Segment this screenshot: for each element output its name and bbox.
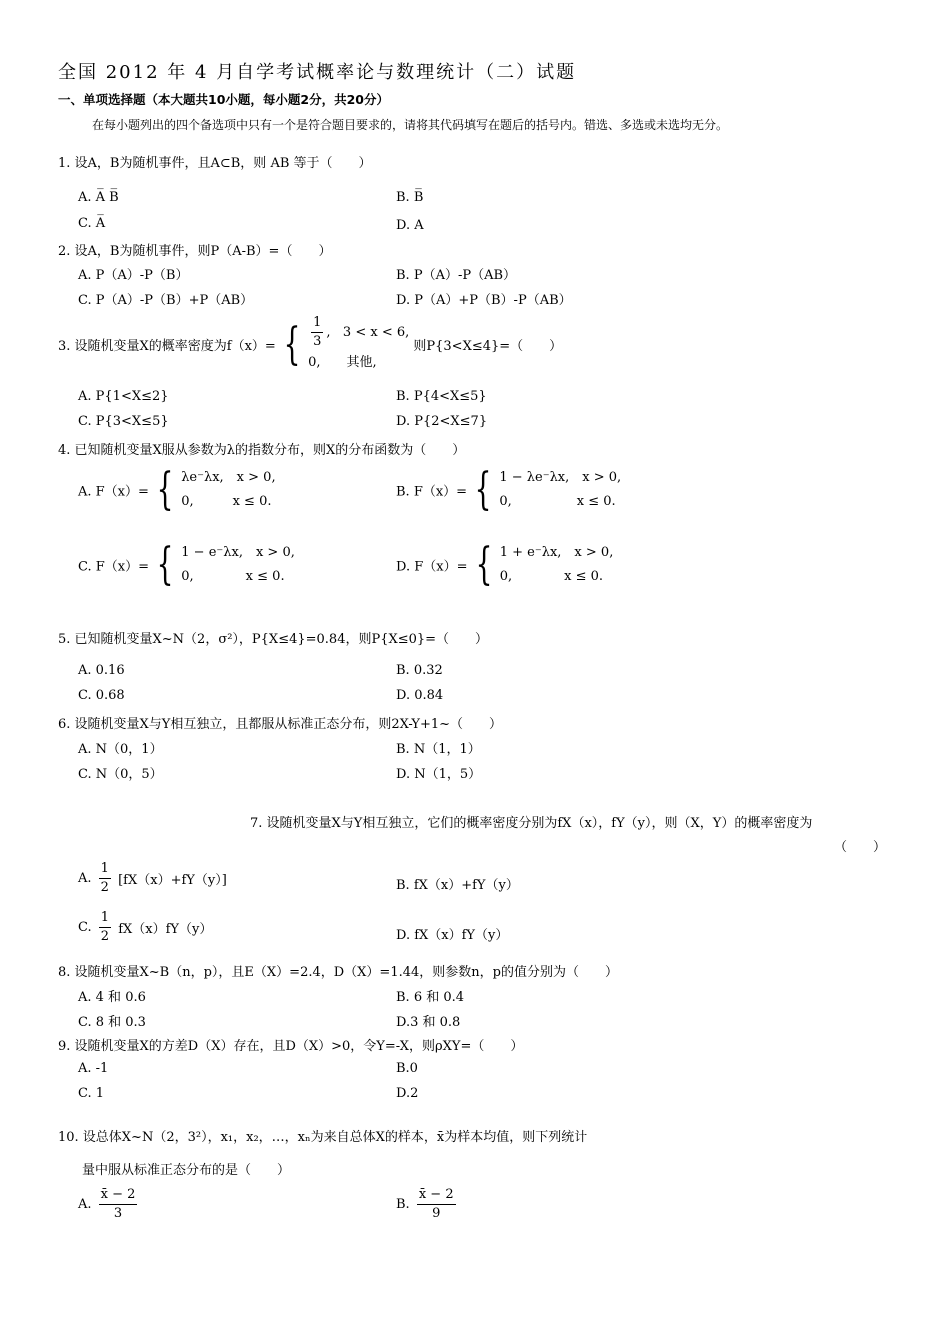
instructions: 在每小题列出的四个备选项中只有一个是符合题目要求的，请将其代码填写在题后的括号内。错选、多选或未选均无分。: [92, 118, 729, 132]
q3-fraction: $\frac{1}{3}$: [313, 315, 322, 349]
q5-option-c: C. 0.68: [78, 688, 125, 703]
brace-icon: {: [156, 464, 174, 515]
q1-option-c: C. A̅: [78, 216, 106, 231]
q3-option-a: A. P{1<X≤2}: [78, 389, 169, 404]
brace-icon: {: [156, 539, 174, 590]
q5-option-d: D. 0.84: [396, 688, 444, 703]
q10-stem: 10. 设总体X~N（2，3²），x₁，x₂，…，xₙ为来自总体X的样本，x̄为样本均值，则下列统计: [58, 1130, 588, 1145]
q7-answer-paren: （ ）: [834, 840, 887, 855]
q9-option-d: D.2: [396, 1086, 419, 1101]
q1-stem: 1. 设A，B为随机事件，且A⊂B，则 AB 等于（ ）: [58, 156, 372, 171]
q4-option-a: A. F（x）= { λe⁻λx, x > 0, 0, x ≤ 0.: [78, 464, 276, 515]
brace-icon: {: [475, 539, 493, 590]
q4-option-d: D. F（x）= { 1 + e⁻λx, x > 0, 0, x ≤ 0.: [396, 539, 614, 590]
q8-option-d: D.3 和 0.8: [396, 1015, 461, 1030]
q4-stem: 4. 已知随机变量X服从参数为λ的指数分布，则X的分布函数为（ ）: [58, 443, 466, 458]
q7-option-b: B. fX（x）+fY（y）: [396, 878, 519, 893]
q7-option-c: C. $\frac{1}{2}$ fX（x）fY（y）: [78, 910, 213, 944]
q3-case2: 0, 其他,: [308, 355, 377, 370]
exam-title: 全国 2012 年 4 月自学考试概率论与数理统计（二）试题: [58, 62, 577, 83]
q2-option-c: C. P（A）-P（B）+P（AB）: [78, 293, 254, 308]
q2-stem: 2. 设A，B为随机事件，则P（A-B）=（ ）: [58, 244, 332, 259]
q2-option-d: D. P（A）+P（B）-P（AB）: [396, 293, 572, 308]
brace-icon: {: [283, 318, 301, 370]
q5-stem: 5. 已知随机变量X~N（2，σ²），P{X≤4}=0.84，则P{X≤0}=（ ）: [58, 632, 489, 647]
q3-stem-post: 则P{3<X≤4}=（ ）: [413, 339, 563, 354]
q4-option-c: C. F（x）= { 1 − e⁻λx, x > 0, 0, x ≤ 0.: [78, 539, 295, 590]
q1-option-d: D. A: [396, 218, 424, 233]
q10-option-b: B. $\frac{x̄ - 2}{9}$: [396, 1187, 454, 1221]
q10-stem-continued: 量中服从标准正态分布的是（ ）: [82, 1163, 291, 1178]
q3-option-b: B. P{4<X≤5}: [396, 389, 487, 404]
q6-option-b: B. N（1，1）: [396, 742, 481, 757]
q9-stem: 9. 设随机变量X的方差D（X）存在，且D（X）>0，令Y=-X，则ρXY=（ ）: [58, 1039, 524, 1054]
q6-option-d: D. N（1，5）: [396, 767, 482, 782]
q3-density-cases: $\frac{1}{3}$ , 3 < x < 6, 0, 其他,: [308, 314, 409, 375]
q6-option-c: C. N（0，5）: [78, 767, 163, 782]
q8-option-b: B. 6 和 0.4: [396, 990, 465, 1005]
section-heading: 一、单项选择题（本大题共10小题，每小题2分，共20分）: [58, 92, 389, 107]
q4-option-b: B. F（x）= { 1 − λe⁻λx, x > 0, 0, x ≤ 0.: [396, 464, 622, 515]
q3-stem: [58, 314, 562, 375]
q8-option-a: A. 4 和 0.6: [78, 990, 146, 1005]
q3-option-c: C. P{3<X≤5}: [78, 414, 169, 429]
q3-case1-condition: 3 < x < 6,: [342, 325, 410, 340]
q5-option-a: A. 0.16: [78, 663, 125, 678]
q2-option-b: B. P（A）-P（AB）: [396, 268, 517, 283]
brace-icon: {: [474, 464, 492, 515]
q3-stem-pre: 3. 设随机变量X的概率密度为f（x）=: [58, 339, 276, 354]
q3-option-d: D. P{2<X≤7}: [396, 414, 488, 429]
q9-option-c: C. 1: [78, 1086, 105, 1101]
q8-option-c: C. 8 和 0.3: [78, 1015, 146, 1030]
q7-option-d: D. fX（x）fY（y）: [396, 928, 509, 943]
q1-option-b: B. B̅: [396, 190, 424, 205]
q7-option-a: A. $\frac{1}{2}$ [fX（x）+fY（y）]: [78, 861, 227, 895]
q1-option-a: A. A̅ B̅: [78, 190, 119, 205]
q8-stem: 8. 设随机变量X~B（n，p），且E（X）=2.4，D（X）=1.44，则参数n，p的值分别为（ ）: [58, 965, 618, 980]
q2-option-a: A. P（A）-P（B）: [78, 268, 189, 283]
q9-option-a: A. -1: [78, 1061, 109, 1076]
q9-option-b: B.0: [396, 1061, 418, 1076]
q5-option-b: B. 0.32: [396, 663, 443, 678]
q6-stem: 6. 设随机变量X与Y相互独立，且都服从标准正态分布，则2X-Y+1~（ ）: [58, 717, 503, 732]
q6-option-a: A. N（0，1）: [78, 742, 163, 757]
q7-stem: 7. 设随机变量X与Y相互独立，它们的概率密度分别为fX（x），fY（y），则（X，Y）的概率密度为: [250, 816, 813, 831]
q10-option-a: A. $\frac{x̄ - 2}{3}$: [78, 1187, 136, 1221]
